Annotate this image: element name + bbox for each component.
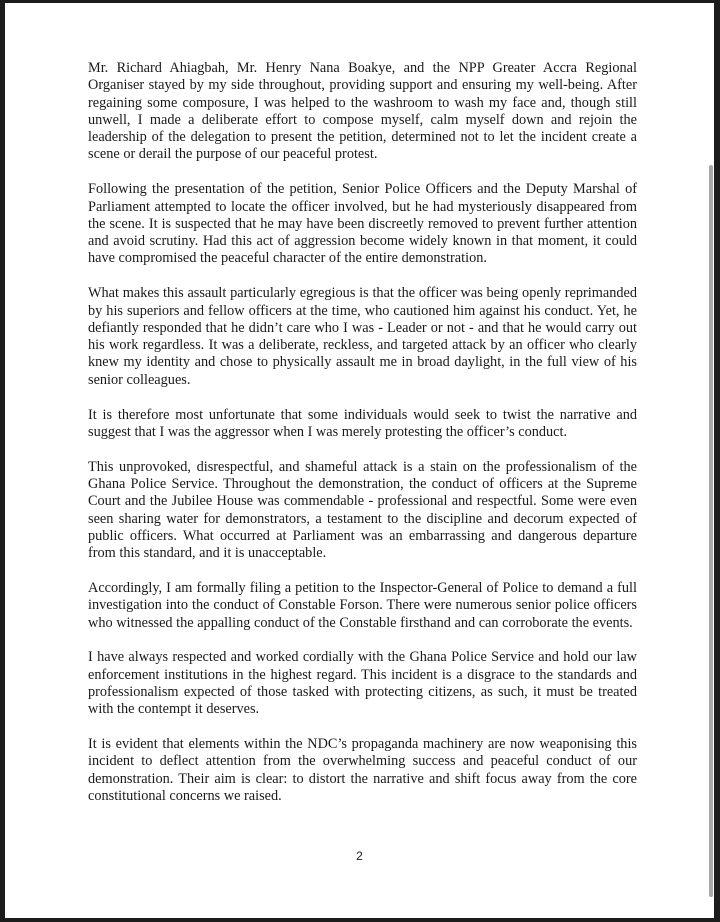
paragraph: Following the presentation of the petition, Senior Police Officers and the Deputy Marshal of Parliament attempted to locate the officer involved, but he had mysteriously disappeared from the scene. It is suspected that he may have been discreetly removed to prevent further attention and avoid scrutiny. Had this act of aggression become widely known in that moment, it could have compromised the peaceful character of the entire demonstration. (88, 181, 637, 267)
paragraph: Mr. Richard Ahiagbah, Mr. Henry Nana Boakye, and the NPP Greater Accra Regional Organiser stayed by my side throughout, providing support and ensuring my well-being. After regaining some composure, I was helped to the washroom to wash my face and, though still unwell, I made a deliberate effort to compose myself, calm myself down and rejoin the leadership of the delegation to present the petition, determined not to let the incident create a scene or derail the purpose of our peaceful protest. (88, 60, 637, 163)
paragraph: What makes this assault particularly egregious is that the officer was being openly reprimanded by his superiors and fellow officers at the time, who cautioned him against his conduct. Yet, he defiantly responded that he didn’t care who I was - Leader or not - and that he would carry out his work regardless. It was a deliberate, reckless, and targeted attack by an officer who clearly knew my identity and chose to physically assault me in broad daylight, in the full view of his senior colleagues. (88, 285, 637, 388)
document-page (5, 3, 714, 918)
paragraph: This unprovoked, disrespectful, and shameful attack is a stain on the professionalism of the Ghana Police Service. Throughout the demonstration, the conduct of officers at the Supreme Court and the Jubilee House was commendable - professional and respectful. Some were even seen sharing water for demonstrators, a testament to the discipline and decorum expected of public officers. What occurred at Parliament was an embarrassing and dangerous departure from this standard, and it is unacceptable. (88, 458, 637, 562)
paragraph: It is evident that elements within the NDC’s propaganda machinery are now weaponising this incident to deflect attention from the overwhelming success and peaceful conduct of our demonstration. Their aim is clear: to distort the narrative and shift focus away from the core constitutional concerns we raised. (88, 736, 637, 804)
page-number: 2 (356, 849, 363, 863)
paragraph: I have always respected and worked cordially with the Ghana Police Service and hold our law enforcement institutions in the highest regard. This incident is a disgrace to the standards and professionalism expected of those tasked with protecting citizens, as such, it must be treated with the contempt it deserves. (88, 649, 637, 718)
paragraph: It is therefore most unfortunate that some individuals would seek to twist the narrative and suggest that I was the aggressor when I was merely protesting the officer’s conduct. (88, 406, 637, 440)
document-body (88, 60, 637, 823)
scrollbar-thumb[interactable] (709, 165, 713, 897)
paragraph: Accordingly, I am formally filing a petition to the Inspector-General of Police to demand a full investigation into the conduct of Constable Forson. There were numerous senior police officers who witnessed the appalling conduct of the Constable firsthand and can corroborate the events. (88, 579, 637, 631)
